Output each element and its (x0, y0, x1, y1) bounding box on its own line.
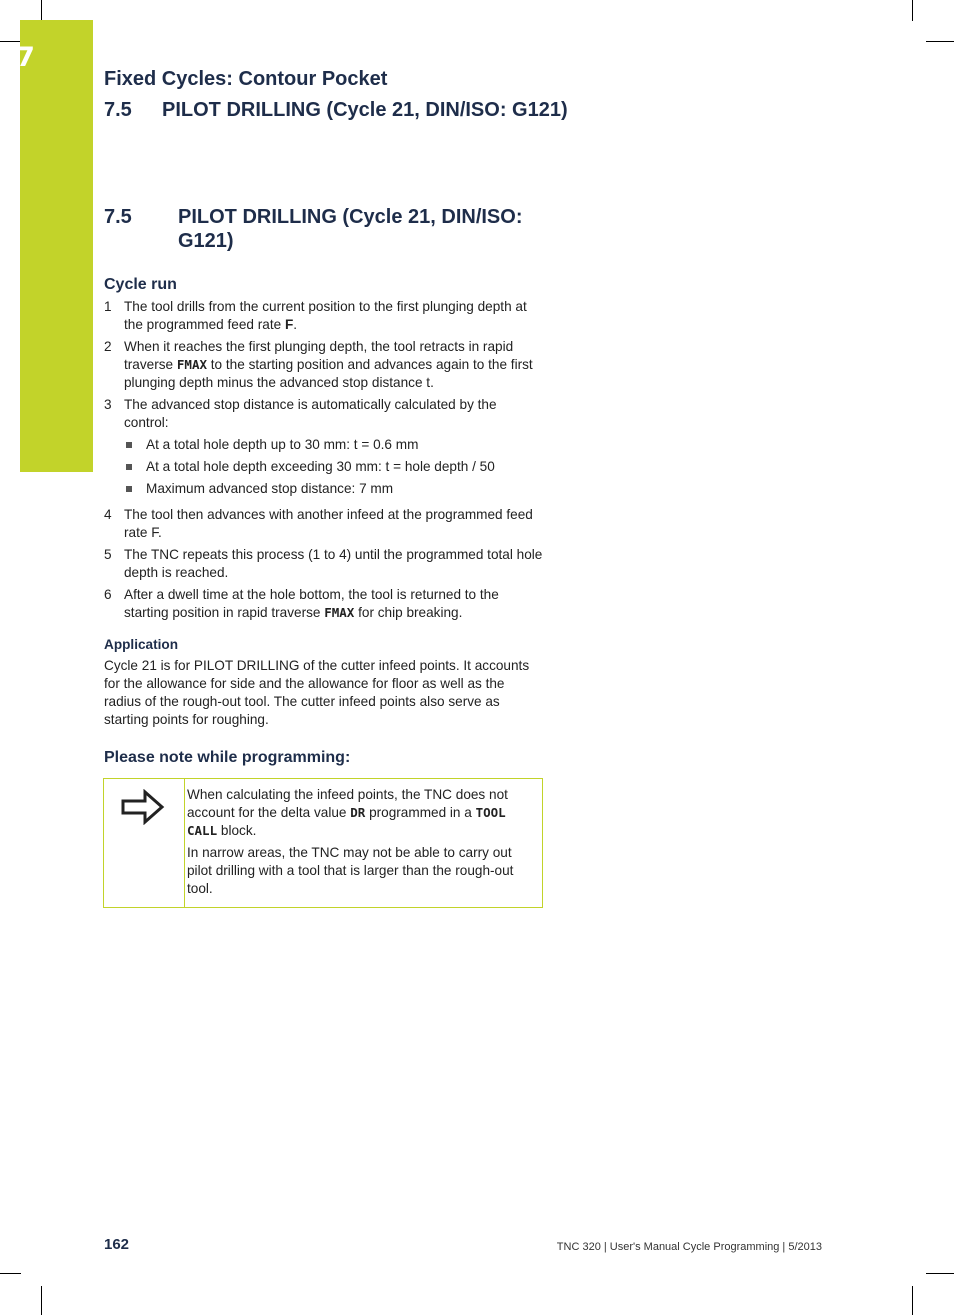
bullet-square-icon (126, 486, 132, 492)
step-text: The tool then advances with another infeed at the programmed feed rate F. (124, 507, 533, 540)
list-item (104, 586, 544, 622)
running-header-section (104, 99, 568, 122)
step-text: After a dwell time at the hole bottom, the tool is returned to the starting position in rapid traverse FMAX for chip breaking. (124, 587, 499, 620)
section-title: PILOT DRILLING (Cycle 21, DIN/ISO: G121) (178, 206, 523, 252)
step-number: 4 (104, 507, 112, 522)
note-box (103, 778, 543, 908)
note-divider (184, 779, 185, 907)
list-item (104, 546, 544, 582)
list-item (104, 506, 544, 542)
main-content (104, 276, 544, 771)
step-number: 2 (104, 339, 112, 354)
stop-distance-bullets (124, 436, 544, 498)
note-text (187, 786, 532, 902)
step-text: The TNC repeats this process (1 to 4) until the programmed total hole depth is reached. (124, 547, 543, 580)
crop-mark (0, 1273, 21, 1274)
programming-notes-heading: Please note while programming: (104, 749, 351, 766)
crop-mark (41, 0, 42, 21)
crop-mark (912, 1286, 913, 1315)
running-header-section-number: 7.5 (104, 99, 132, 121)
step-number: 6 (104, 587, 112, 602)
list-item (104, 338, 544, 392)
note-paragraph: In narrow areas, the TNC may not be able to carry out pilot drilling with a tool that is larger than the rough-out tool. (187, 845, 514, 896)
footer-doc-info: TNC 320 | User's Manual Cycle Programming | 5/2013 (556, 1241, 822, 1253)
page-number: 162 (104, 1236, 130, 1253)
list-item (104, 396, 544, 502)
running-header-title: Fixed Cycles: Contour Pocket (104, 68, 388, 90)
step-text: The advanced stop distance is automatically calculated by the control: At a total hole depth up to 30 mm: t = 0.6 mm At a total hole depth exceeding 30 mm: t = hole depth / 50 Maximum advanced stop distance: 7 mm (124, 396, 544, 502)
crop-mark (926, 41, 954, 42)
arrow-right-icon (121, 789, 165, 829)
step-number: 3 (104, 397, 112, 412)
note-paragraph: When calculating the infeed points, the TNC does not account for the delta value DR programmed in a TOOL CALL block. (187, 787, 508, 838)
cycle-run-heading: Cycle run (104, 276, 177, 293)
application-heading: Application (104, 637, 179, 652)
running-header-section-title: PILOT DRILLING (Cycle 21, DIN/ISO: G121) (162, 99, 568, 121)
cycle-run-steps (104, 298, 544, 622)
chapter-number: 7 (16, 42, 35, 73)
step-text: The tool drills from the current position to the first plunging depth at the programmed feed rate F. (124, 299, 527, 332)
bullet-square-icon (126, 442, 132, 448)
list-item: At a total hole depth exceeding 30 mm: t = hole depth / 50 (124, 458, 544, 476)
list-item (104, 298, 544, 334)
list-item: Maximum advanced stop distance: 7 mm (124, 480, 544, 498)
application-text: Cycle 21 is for PILOT DRILLING of the cutter infeed points. It accounts for the allowance for side and the allowance for floor as well as the radius of the rough-out tool. The cutter infeed points also serve as starting points for roughing. (104, 658, 530, 727)
step-number: 1 (104, 299, 112, 314)
crop-mark (41, 1286, 42, 1315)
chapter-sidebar (20, 20, 93, 472)
section-heading (104, 205, 544, 253)
bullet-square-icon (126, 464, 132, 470)
step-text: When it reaches the first plunging depth, the tool retracts in rapid traverse FMAX to the starting position and advances again to the first plunging depth minus the advanced stop distance t. (124, 339, 533, 390)
crop-mark (926, 1273, 954, 1274)
list-item: At a total hole depth up to 30 mm: t = 0.6 mm (124, 436, 544, 454)
section-number: 7.5 (104, 206, 132, 228)
crop-mark (912, 0, 913, 21)
step-number: 5 (104, 547, 112, 562)
